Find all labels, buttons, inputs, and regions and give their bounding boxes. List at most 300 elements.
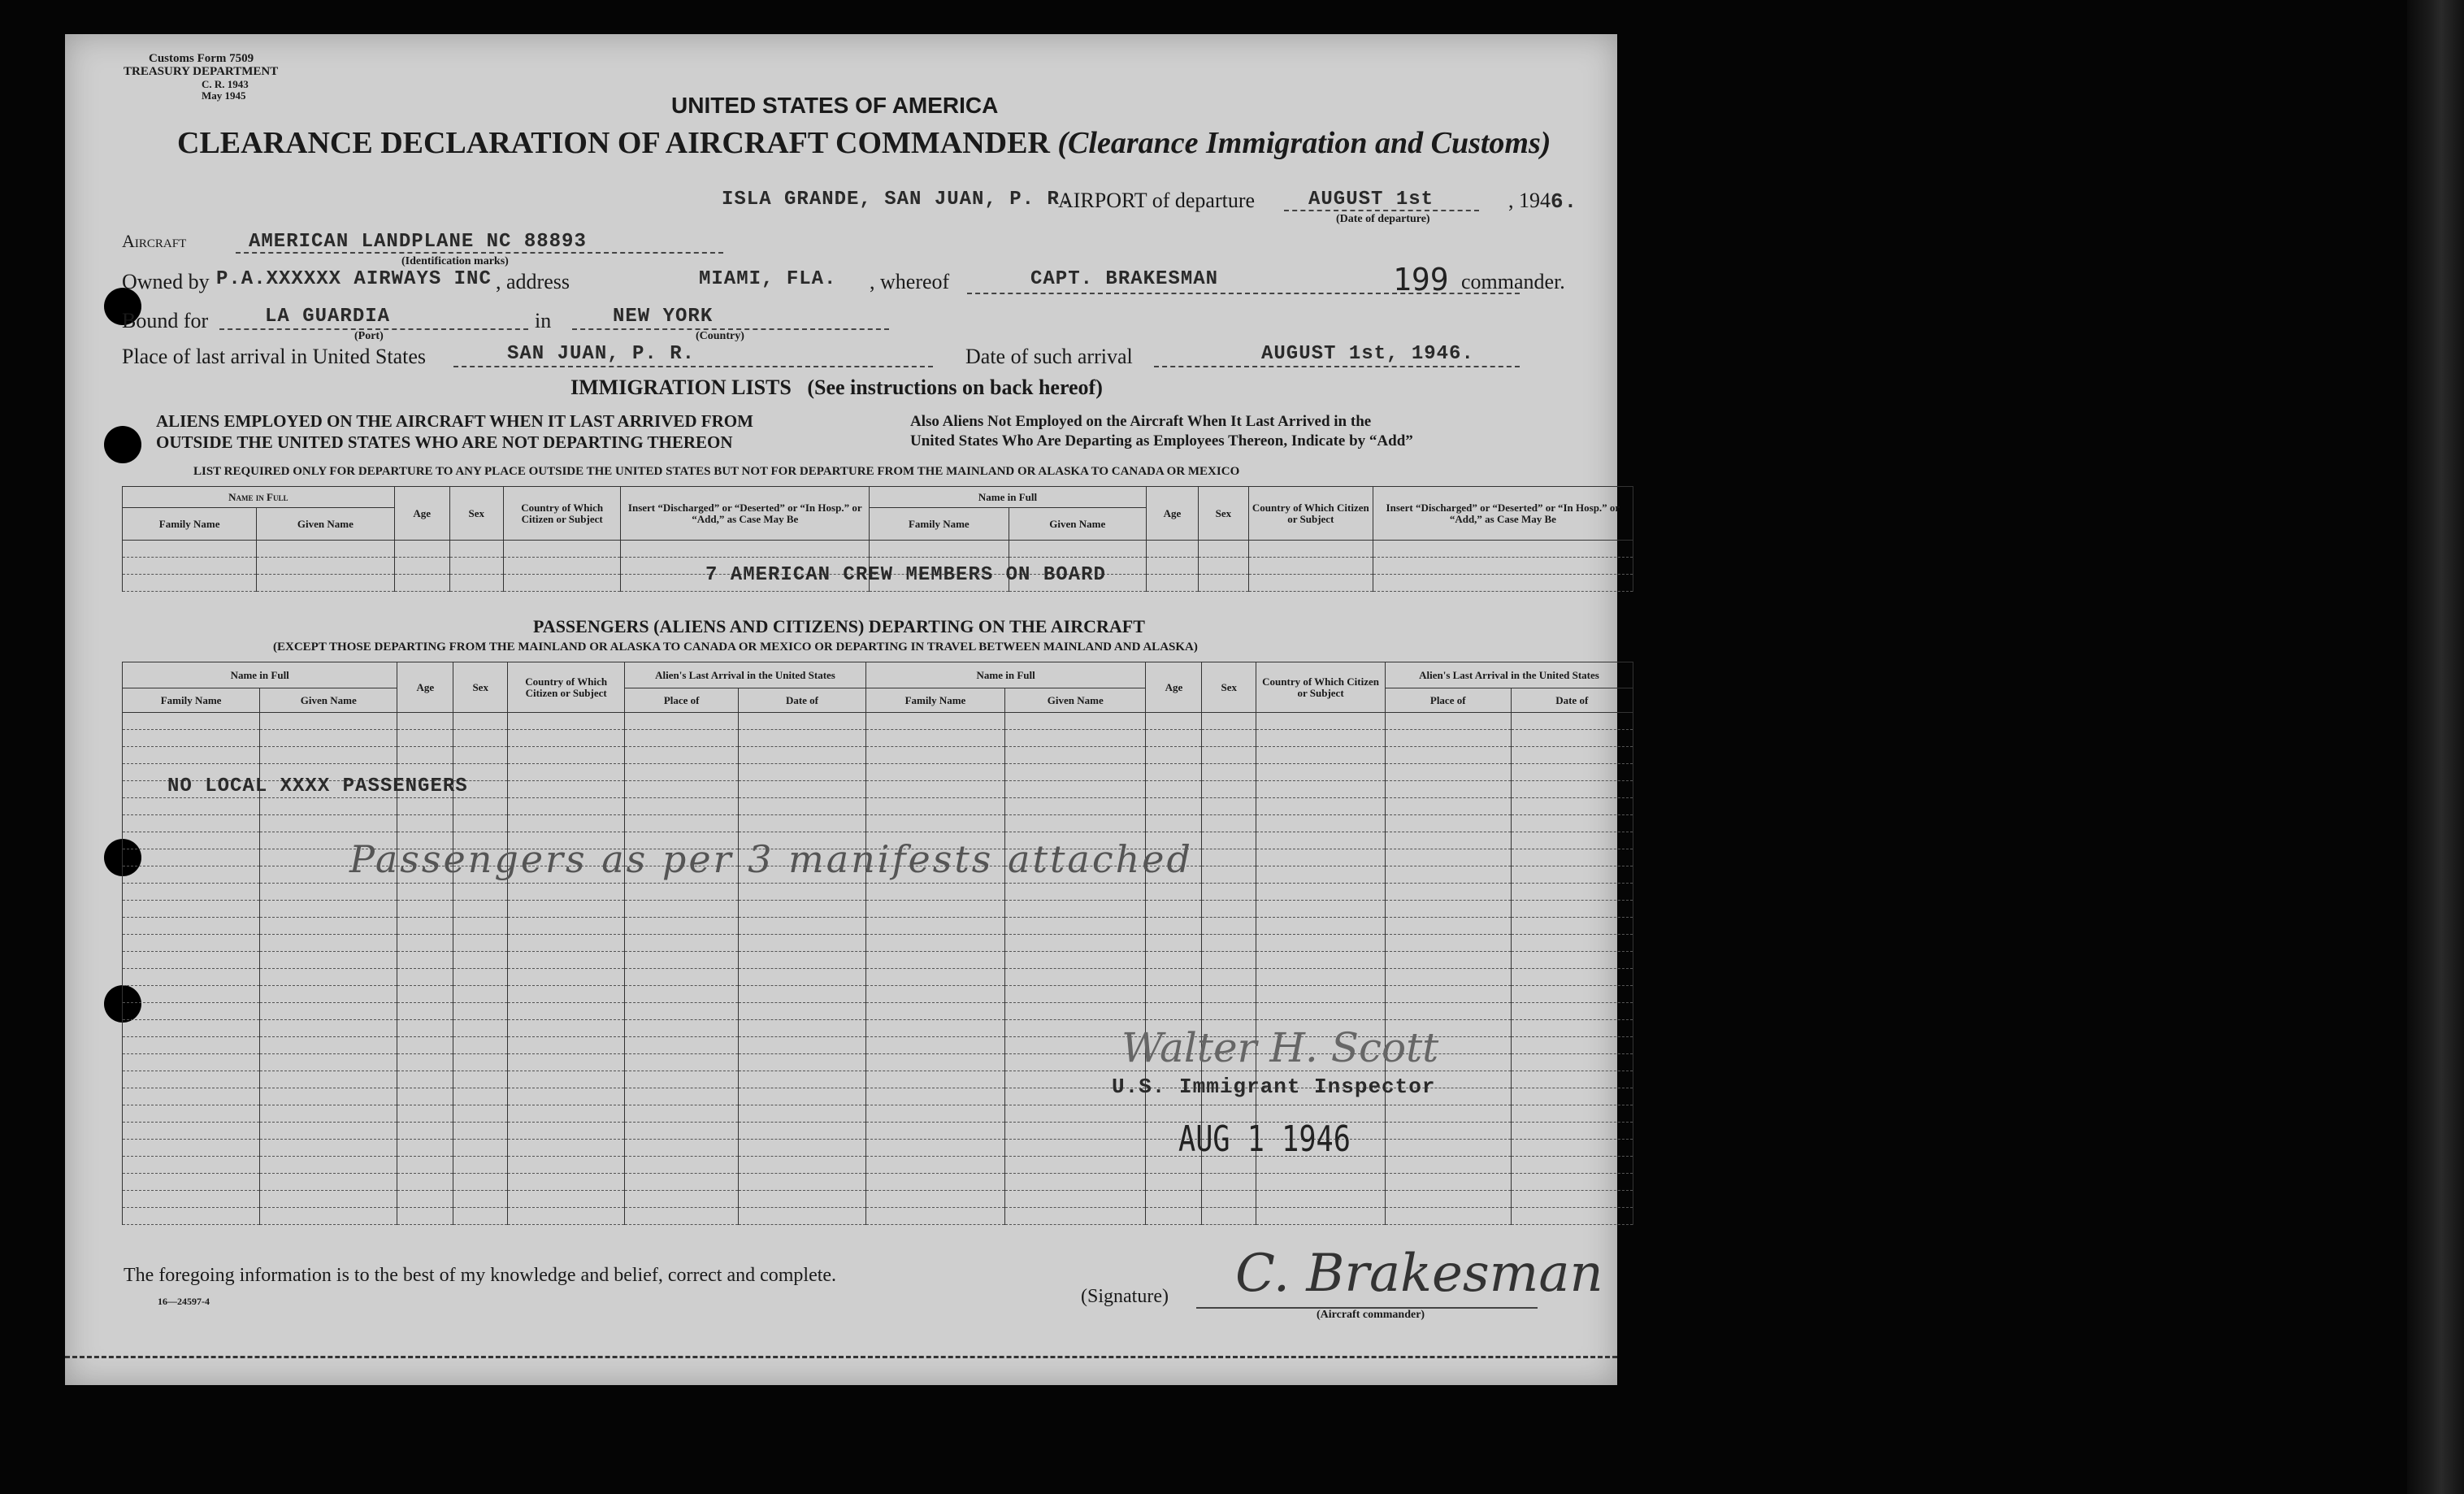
table-cell [625, 1174, 739, 1191]
crew-given-name-header: Given Name [257, 508, 394, 541]
departure-date-value: AUGUST 1st [1308, 189, 1434, 211]
table-cell [1005, 764, 1146, 781]
table-cell [508, 1105, 625, 1123]
table-cell [397, 952, 453, 969]
table-cell [123, 1088, 260, 1105]
table-cell [123, 866, 260, 884]
table-cell [1005, 935, 1146, 952]
table-cell [865, 1123, 1004, 1140]
table-cell [1005, 730, 1146, 747]
table-cell [625, 1191, 739, 1208]
table-cell [1385, 1157, 1511, 1174]
table-cell [1005, 918, 1146, 935]
table-cell [625, 1140, 739, 1157]
table-cell [625, 713, 739, 730]
table-cell [1511, 969, 1633, 986]
film-edge-strip [2407, 0, 2464, 1494]
table-cell [1511, 1105, 1633, 1123]
table-cell [1005, 1208, 1146, 1225]
table-cell [1511, 1037, 1633, 1054]
table-cell [1511, 1020, 1633, 1037]
table-cell [1511, 713, 1633, 730]
table-cell [397, 1208, 453, 1225]
table-cell [123, 1071, 260, 1088]
table-cell [508, 781, 625, 798]
table-cell [260, 1105, 397, 1123]
table-cell [1511, 986, 1633, 1003]
table-cell [1202, 969, 1256, 986]
aircraft-value: AMERICAN LANDPLANE NC 88893 [249, 231, 587, 253]
crew-age-header: Age [394, 487, 449, 541]
table-cell [260, 1003, 397, 1020]
commander-label: commander. [1461, 270, 1565, 293]
table-cell [1256, 986, 1386, 1003]
table-cell [1146, 918, 1202, 935]
table-cell [625, 730, 739, 747]
table-cell [625, 1157, 739, 1174]
table-cell [1202, 986, 1256, 1003]
table-cell [453, 1208, 508, 1225]
table-cell [123, 1157, 260, 1174]
table-row [123, 730, 1633, 747]
table-cell [123, 815, 260, 832]
table-cell [739, 1088, 866, 1105]
table-cell [1005, 952, 1146, 969]
table-cell [508, 1054, 625, 1071]
table-cell [1202, 849, 1256, 866]
table-cell [625, 1123, 739, 1140]
table-cell [508, 901, 625, 918]
inspector-title: U.S. Immigrant Inspector [1112, 1075, 1436, 1099]
departure-year: , 1946. [1508, 189, 1578, 214]
table-cell [453, 815, 508, 832]
table-cell [397, 986, 453, 1003]
crew-insert-header-left: Insert “Discharged” or “Deserted” or “In Hosp.” or “Add,” as Case May Be [621, 487, 870, 541]
table-cell [739, 969, 866, 986]
table-cell [453, 1157, 508, 1174]
table-cell [1385, 918, 1511, 935]
table-cell [508, 1020, 625, 1037]
table-cell [1146, 815, 1202, 832]
table-cell [1005, 969, 1146, 986]
table-cell [1146, 969, 1202, 986]
table-cell [865, 1157, 1004, 1174]
table-cell [625, 798, 739, 815]
table-cell [739, 730, 866, 747]
table-cell [123, 986, 260, 1003]
table-cell [1385, 713, 1511, 730]
table-cell [1385, 815, 1511, 832]
year-suffix: 6. [1551, 189, 1578, 214]
last-arrival-place-value: SAN JUAN, P. R. [507, 343, 696, 365]
table-cell [865, 1208, 1004, 1225]
table-cell [1256, 730, 1386, 747]
table-cell [1146, 781, 1202, 798]
table-cell [397, 918, 453, 935]
table-cell [1202, 901, 1256, 918]
table-cell [1256, 969, 1386, 986]
table-cell [453, 1174, 508, 1191]
table-cell [1511, 1140, 1633, 1157]
table-cell [739, 781, 866, 798]
table-cell [1385, 832, 1511, 849]
table-cell [123, 901, 260, 918]
table-cell [123, 918, 260, 935]
table-row [123, 1208, 1633, 1225]
table-cell [508, 1071, 625, 1088]
pax-family-name-header-right: Family Name [865, 688, 1004, 713]
form-id: Customs Form 7509 [149, 52, 254, 65]
table-cell [397, 901, 453, 918]
table-cell [739, 1140, 866, 1157]
table-cell [865, 1174, 1004, 1191]
crew-country-header-right: Country of Which Citizen or Subject [1248, 487, 1373, 541]
departure-date-caption: (Date of departure) [1336, 213, 1430, 225]
table-cell [1146, 747, 1202, 764]
table-cell [865, 1020, 1004, 1037]
table-cell [508, 1140, 625, 1157]
table-cell [739, 798, 866, 815]
address-value: MIAMI, FLA. [699, 268, 837, 290]
table-cell [397, 713, 453, 730]
table-cell [739, 1054, 866, 1071]
table-cell [625, 1105, 739, 1123]
table-cell [260, 918, 397, 935]
table-cell [739, 1123, 866, 1140]
table-row [123, 1174, 1633, 1191]
table-cell [397, 1020, 453, 1037]
table-cell [123, 730, 260, 747]
table-cell [260, 798, 397, 815]
table-cell [1005, 884, 1146, 901]
table-row [123, 901, 1633, 918]
table-cell [453, 798, 508, 815]
owner-label: Owned by [122, 270, 210, 293]
table-cell [865, 1088, 1004, 1105]
table-row [123, 952, 1633, 969]
passengers-heading: PASSENGERS (ALIENS AND CITIZENS) DEPARTING ON THE AIRCRAFT [533, 616, 1145, 636]
table-cell [1202, 935, 1256, 952]
table-cell [1005, 1003, 1146, 1020]
pax-name-in-full-header: Name in Full [123, 662, 397, 688]
immigration-heading-title: IMMIGRATION LISTS [570, 376, 792, 399]
table-cell [1202, 764, 1256, 781]
table-cell [1202, 866, 1256, 884]
table-cell [865, 747, 1004, 764]
table-cell [1005, 986, 1146, 1003]
table-cell [739, 1037, 866, 1054]
table-cell [865, 884, 1004, 901]
table-cell [453, 1020, 508, 1037]
crew-insert-header-right: Insert “Discharged” or “Deserted” or “In Hosp.” or “Add,” as Case May Be [1373, 487, 1633, 541]
table-cell [260, 1191, 397, 1208]
table-cell [1511, 901, 1633, 918]
perforation-line [65, 1356, 1617, 1358]
table-cell [508, 1003, 625, 1020]
table-cell [625, 901, 739, 918]
table-cell [1202, 730, 1256, 747]
table-cell [397, 1003, 453, 1020]
table-cell [453, 901, 508, 918]
whereof-label: , whereof [870, 270, 950, 293]
crew-entry: 7 AMERICAN CREW MEMBERS ON BOARD [705, 564, 1106, 586]
table-cell [1202, 918, 1256, 935]
table-cell [453, 747, 508, 764]
bound-in-label: in [535, 309, 552, 332]
table-row [123, 713, 1633, 730]
table-row [123, 1123, 1633, 1140]
table-cell [397, 1174, 453, 1191]
table-cell [260, 747, 397, 764]
crew-given-name-header-right: Given Name [1009, 508, 1146, 541]
table-cell [453, 1037, 508, 1054]
table-cell [865, 713, 1004, 730]
pax-sex-header-right: Sex [1202, 662, 1256, 713]
table-cell [1385, 866, 1511, 884]
pax-age-header-right: Age [1146, 662, 1202, 713]
table-cell [1256, 884, 1386, 901]
commander-value: CAPT. BRAKESMAN [1030, 268, 1219, 290]
table-cell [260, 969, 397, 986]
table-cell [1511, 935, 1633, 952]
bound-port-caption: (Port) [354, 330, 384, 342]
table-cell [1005, 1157, 1146, 1174]
immigration-heading-note: (See instructions on back hereof) [807, 376, 1103, 399]
table-cell [397, 815, 453, 832]
table-cell [508, 730, 625, 747]
table-cell [625, 884, 739, 901]
signature-label: (Signature) [1081, 1286, 1169, 1307]
table-row [123, 1003, 1633, 1020]
pax-place-of-header-right: Place of [1385, 688, 1511, 713]
table-cell [1511, 849, 1633, 866]
bound-country-caption: (Country) [696, 330, 744, 342]
bound-label: Bound for [122, 309, 209, 332]
table-row [123, 1191, 1633, 1208]
table-cell [1385, 798, 1511, 815]
table-cell [739, 918, 866, 935]
table-cell [865, 969, 1004, 986]
table-cell [1385, 747, 1511, 764]
table-cell [625, 747, 739, 764]
table-cell [1256, 1191, 1386, 1208]
footer-statement: The foregoing information is to the best of my knowledge and belief, correct and complete. [124, 1265, 837, 1286]
address-label: , address [496, 270, 570, 293]
table-cell [1385, 1208, 1511, 1225]
table-cell [1256, 798, 1386, 815]
table-cell [1511, 798, 1633, 815]
table-cell [625, 918, 739, 935]
table-cell [1202, 747, 1256, 764]
table-cell [865, 1054, 1004, 1071]
table-cell [397, 1123, 453, 1140]
table-cell [739, 713, 866, 730]
table-cell [1385, 969, 1511, 986]
table-cell [453, 1071, 508, 1088]
table-cell [397, 1071, 453, 1088]
table-cell [123, 1123, 260, 1140]
table-cell [1146, 935, 1202, 952]
inspector-stamp-date: AUG 1 1946 [1178, 1118, 1351, 1160]
aliens-note-left-2: OUTSIDE THE UNITED STATES WHO ARE NOT DEPARTING THEREON [156, 432, 733, 452]
table-row [123, 918, 1633, 935]
aliens-note-left-1: ALIENS EMPLOYED ON THE AIRCRAFT WHEN IT LAST ARRIVED FROM [156, 411, 753, 431]
table-cell [453, 969, 508, 986]
table-cell [865, 901, 1004, 918]
table-cell [1005, 1105, 1146, 1123]
passengers-table [122, 662, 1633, 1225]
table-cell [1385, 849, 1511, 866]
table-cell [260, 1157, 397, 1174]
table-cell [1146, 798, 1202, 815]
table-cell [1005, 1123, 1146, 1140]
table-row [123, 1157, 1633, 1174]
table-cell [260, 901, 397, 918]
immigration-heading [570, 376, 1103, 400]
pax-date-of-header: Date of [739, 688, 866, 713]
table-cell [1146, 1174, 1202, 1191]
table-cell [260, 986, 397, 1003]
last-arrival-date-line [1154, 366, 1520, 367]
table-cell [1256, 1208, 1386, 1225]
table-cell [260, 935, 397, 952]
table-cell [1202, 1208, 1256, 1225]
table-cell [1146, 1003, 1202, 1020]
signature-caption: (Aircraft commander) [1317, 1309, 1425, 1321]
table-cell [508, 918, 625, 935]
table-row [123, 935, 1633, 952]
table-cell [397, 1088, 453, 1105]
table-cell [397, 1037, 453, 1054]
table-cell [1202, 952, 1256, 969]
table-cell [260, 884, 397, 901]
table-cell [1005, 1140, 1146, 1157]
table-cell [865, 935, 1004, 952]
punch-hole [104, 426, 141, 463]
table-cell [508, 935, 625, 952]
table-cell [1385, 884, 1511, 901]
commander-signature: C. Brakesman [1235, 1244, 1603, 1304]
table-cell [1202, 1191, 1256, 1208]
crew-age-header-right: Age [1146, 487, 1198, 541]
table-cell [397, 935, 453, 952]
table-cell [1385, 764, 1511, 781]
table-cell [1511, 1174, 1633, 1191]
table-cell [453, 986, 508, 1003]
table-cell [453, 713, 508, 730]
table-cell [508, 969, 625, 986]
table-cell [865, 1037, 1004, 1054]
table-cell [739, 884, 866, 901]
table-cell [1385, 730, 1511, 747]
table-cell [625, 1088, 739, 1105]
table-cell [1256, 764, 1386, 781]
table-cell [453, 1105, 508, 1123]
table-cell [1256, 832, 1386, 849]
table-cell [865, 781, 1004, 798]
table-cell [397, 1157, 453, 1174]
table-cell [1202, 832, 1256, 849]
table-cell [865, 730, 1004, 747]
table-cell [625, 1037, 739, 1054]
table-cell [1256, 1003, 1386, 1020]
table-cell [123, 849, 260, 866]
table-cell [1005, 1174, 1146, 1191]
table-cell [123, 1003, 260, 1020]
table-cell [739, 935, 866, 952]
crew-family-name-header: Family Name [123, 508, 257, 541]
passenger-entry-handwritten: Passengers as per 3 manifests attached [349, 837, 1193, 881]
table-cell [1202, 815, 1256, 832]
aliens-note-right-1: Also Aliens Not Employed on the Aircraft When It Last Arrived in the [910, 413, 1372, 430]
departure-airport-value: ISLA GRANDE, SAN JUAN, P. R. [722, 189, 1073, 211]
table-cell [1146, 764, 1202, 781]
table-cell [1385, 952, 1511, 969]
table-cell [123, 798, 260, 815]
bound-port-value: LA GUARDIA [265, 306, 391, 328]
table-cell [739, 1071, 866, 1088]
table-cell [739, 1191, 866, 1208]
table-cell [123, 1105, 260, 1123]
table-cell [739, 815, 866, 832]
table-cell [1005, 815, 1146, 832]
aircraft-caption: (Identification marks) [401, 255, 509, 267]
table-cell [397, 747, 453, 764]
pax-sex-header: Sex [453, 662, 508, 713]
table-cell [1511, 884, 1633, 901]
table-row [123, 747, 1633, 764]
table-row [123, 798, 1633, 815]
table-cell [1146, 901, 1202, 918]
table-cell [508, 815, 625, 832]
table-cell [508, 1191, 625, 1208]
year-prefix: 194 [1519, 189, 1551, 212]
table-cell [123, 969, 260, 986]
table-cell [1511, 747, 1633, 764]
table-cell [508, 747, 625, 764]
table-cell [1385, 1105, 1511, 1123]
table-cell [865, 986, 1004, 1003]
table-cell [1511, 952, 1633, 969]
table-cell [865, 764, 1004, 781]
table-row [123, 1105, 1633, 1123]
table-cell [1385, 1174, 1511, 1191]
table-cell [1511, 866, 1633, 884]
table-cell [625, 1003, 739, 1020]
table-cell [260, 1020, 397, 1037]
table-cell [1202, 713, 1256, 730]
table-cell [1202, 884, 1256, 901]
table-cell [625, 1020, 739, 1037]
table-cell [508, 952, 625, 969]
table-cell [508, 798, 625, 815]
table-cell [1256, 747, 1386, 764]
table-cell [1256, 918, 1386, 935]
table-cell [453, 1088, 508, 1105]
table-cell [1256, 713, 1386, 730]
table-cell [739, 764, 866, 781]
table-cell [260, 1071, 397, 1088]
table-cell [123, 1208, 260, 1225]
last-arrival-place-line [453, 366, 933, 367]
crew-country-header: Country of Which Citizen or Subject [503, 487, 621, 541]
table-cell [1511, 1088, 1633, 1105]
table-cell [1256, 952, 1386, 969]
table-cell [625, 969, 739, 986]
table-cell [1146, 730, 1202, 747]
table-cell [260, 713, 397, 730]
table-row [123, 986, 1633, 1003]
